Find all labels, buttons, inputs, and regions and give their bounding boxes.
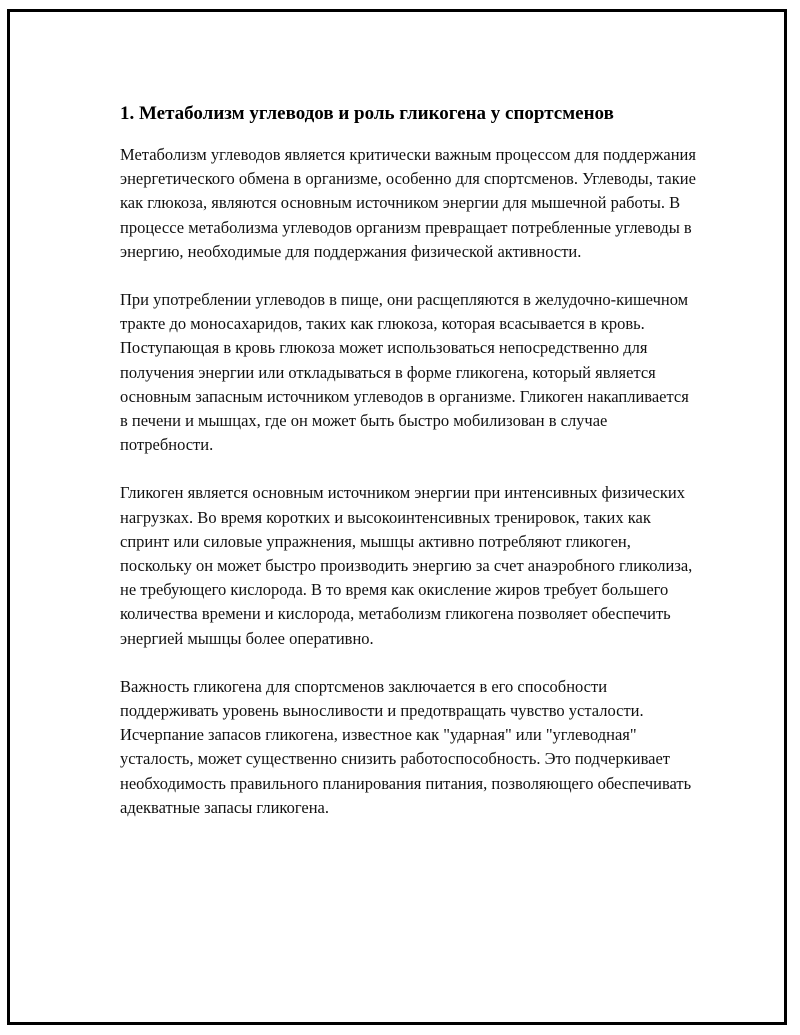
section-title: 1. Метаболизм углеводов и роль гликогена у спортсменов bbox=[120, 103, 614, 124]
paragraph-4: Важность гликогена для спортсменов заключается в его способности поддерживать уровень выносливости и предотвращать чувство усталости. Исчерпание запасов гликогена, известное как "ударная" или "углеводная" усталость, может существенно снизить работоспособность. Это подчеркивает необходимость правильного планирования питания, позволяющего обеспечивать адекватные запасы гликогена. bbox=[120, 676, 692, 817]
paragraph-3: Гликоген является основным источником энергии при интенсивных физических нагрузках. Во время коротких и высокоинтенсивных тренировок, таких как спринт или силовые упражнения, мышцы активно потребляют гликоген, поскольку он может быстро производить энергию за счет анаэробного гликолиза, не требующего кислорода. В то время как окисление жиров требует большего количества времени и кислорода, метаболизм гликогена позволяет обеспечить энергией мышцы более оперативно. bbox=[120, 483, 693, 648]
paragraph-2: При употреблении углеводов в пище, они расщепляются в желудочно-кишечном тракте до моносахаридов, таких как глюкоза, которая всасывается в кровь. Поступающая в кровь глюкоза может использоваться непосредственно для получения энергии или откладываться в форме гликогена, который является основным запасным источником углеводов в организме. Гликоген накапливается в печени и мышцах, где он может быть быстро мобилизован в случае потребности. bbox=[120, 290, 689, 455]
paragraph-1: Метаболизм углеводов является критически важным процессом для поддержания энергетического обмена в организме, особенно для спортсменов. Углеводы, такие как глюкоза, являются основным источником энергии для мышечной работы. В процессе метаболизма углеводов организм превращает потребленные углеводы в энергию, необходимые для поддержания физической активности. bbox=[120, 145, 696, 261]
document-body bbox=[120, 102, 700, 844]
page-frame bbox=[7, 9, 787, 1025]
